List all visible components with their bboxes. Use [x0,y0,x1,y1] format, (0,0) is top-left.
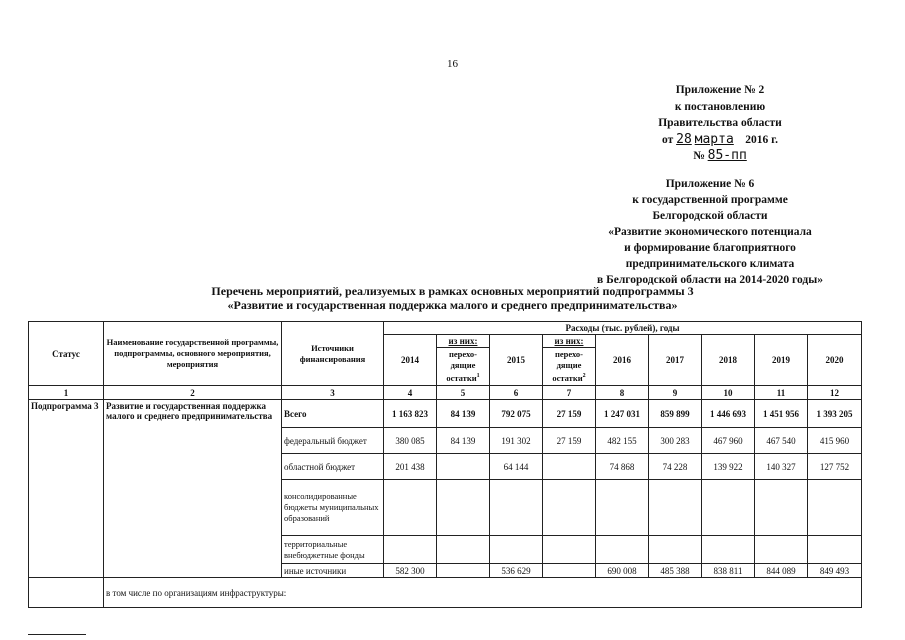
value-cell [490,480,543,536]
source-cell: территориальные внебюджетные фонды [282,536,384,564]
header-2018: 2018 [702,335,755,386]
header-2016: 2016 [596,335,649,386]
value-cell: 690 008 [596,564,649,578]
appendix-6-line: к государственной программе [632,194,788,206]
value-cell [384,536,437,564]
number-value: 85-пп [707,148,747,163]
value-cell: 27 159 [543,428,596,454]
value-cell: 1 163 823 [384,400,437,428]
status-cell: Подпрограмма 3 [29,400,104,578]
date-suffix: 2016 г. [745,133,778,146]
value-cell [808,480,862,536]
header-sources: Источники финансирования [282,322,384,386]
source-cell: консолидированные бюджеты муниципальных образований [282,480,384,536]
value-cell: 64 144 [490,454,543,480]
header-2014: 2014 [384,335,437,386]
value-cell: 84 139 [437,400,490,428]
index-cell: 3 [282,386,384,400]
value-cell [543,480,596,536]
header-carryover-2: перехо-дящие остатки$^2$ [543,348,596,386]
value-cell: 380 085 [384,428,437,454]
value-cell: 74 228 [649,454,702,480]
value-cell: 74 868 [596,454,649,480]
source-cell: Всего [282,400,384,428]
value-cell [543,454,596,480]
header-expenses: Расходы (тыс. рублей), годы [384,322,862,335]
appendix-2-block [600,82,840,165]
index-row [29,386,862,400]
index-cell: 2 [104,386,282,400]
appendix-2-date [600,132,840,149]
header-2017: 2017 [649,335,702,386]
value-cell: 844 089 [755,564,808,578]
header-row-1 [29,322,862,335]
source-cell: федеральный бюджет [282,428,384,454]
value-cell [649,536,702,564]
appendix-6-line: предпринимательского климата [625,258,795,270]
value-cell: 201 438 [384,454,437,480]
index-cell: 4 [384,386,437,400]
value-cell: 1 451 956 [755,400,808,428]
list-title-line2: «Развитие и государственная поддержка малого и среднего предпринимательства» [227,298,678,312]
header-of-them-1: из них: [437,335,490,348]
header-of-them-2: из них: [543,335,596,348]
value-cell [543,564,596,578]
date-month: марта [694,131,734,147]
value-cell: 485 388 [649,564,702,578]
index-cell: 12 [808,386,862,400]
appendix-2-number [600,148,840,165]
index-cell: 1 [29,386,104,400]
value-cell [596,536,649,564]
appendix-2-title: Приложение № 2 [675,84,765,96]
header-2015: 2015 [490,335,543,386]
value-cell [437,536,490,564]
value-cell: 140 327 [755,454,808,480]
index-cell: 8 [596,386,649,400]
value-cell: 838 811 [702,564,755,578]
appendix-6-block [560,176,860,288]
subprogram-name-cell: Развитие и государственная поддержка малого и среднего предпринимательства [104,400,282,578]
index-cell: 10 [702,386,755,400]
value-cell: 792 075 [490,400,543,428]
value-cell [755,536,808,564]
value-cell [649,480,702,536]
appendix-6-line: Белгородской области [652,210,768,222]
footnote-divider [28,634,86,635]
value-cell [808,536,862,564]
index-cell: 6 [490,386,543,400]
expenses-table [28,321,862,608]
value-cell [543,536,596,564]
index-cell: 9 [649,386,702,400]
appendix-2-line2: к постановлению [674,100,766,113]
value-cell: 84 139 [437,428,490,454]
value-cell [384,480,437,536]
value-cell: 859 899 [649,400,702,428]
appendix-6-line: «Развитие экономического потенциала [608,226,812,238]
date-prefix: от [662,133,674,146]
header-carryover-1: перехо-дящие остатки$^1$ [437,348,490,386]
value-cell: 1 247 031 [596,400,649,428]
table-row-total [29,400,862,428]
value-cell [437,564,490,578]
appendix-6-line: и формирование благоприятного [624,242,796,254]
value-cell [490,536,543,564]
header-status: Статус [29,322,104,386]
value-cell: 536 629 [490,564,543,578]
value-cell [437,480,490,536]
value-cell: 467 540 [755,428,808,454]
status-cell-empty [29,578,104,608]
value-cell [596,480,649,536]
page-number: 16 [447,58,458,70]
value-cell: 191 302 [490,428,543,454]
value-cell: 300 283 [649,428,702,454]
value-cell: 849 493 [808,564,862,578]
number-prefix: № [693,150,705,162]
header-2020: 2020 [808,335,862,386]
value-cell [702,536,755,564]
index-cell: 7 [543,386,596,400]
infrastructure-row [29,578,862,608]
value-cell [755,480,808,536]
index-cell: 11 [755,386,808,400]
value-cell: 1 446 693 [702,400,755,428]
list-title [0,284,905,312]
value-cell: 467 960 [702,428,755,454]
header-2019: 2019 [755,335,808,386]
value-cell: 1 393 205 [808,400,862,428]
value-cell [437,454,490,480]
value-cell [702,480,755,536]
appendix-2-line3: Правительства области [658,117,782,129]
value-cell: 582 300 [384,564,437,578]
infrastructure-note: в том числе по организациям инфраструктуры: [104,578,862,608]
source-cell: иные источники [282,564,384,578]
list-title-line1: Перечень мероприятий, реализуемых в рамках основных мероприятий подпрограммы 3 [211,284,694,298]
appendix-6-line: в Белгородской области на 2014-2020 годы» [597,274,823,286]
value-cell: 27 159 [543,400,596,428]
value-cell: 139 922 [702,454,755,480]
source-cell: областной бюджет [282,454,384,480]
appendix-6-line: Приложение № 6 [665,178,755,190]
index-cell: 5 [437,386,490,400]
value-cell: 415 960 [808,428,862,454]
header-name: Наименование государственной программы, подпрограммы, основного мероприятия, мероприятия [104,322,282,386]
date-day: 28 [676,131,692,147]
value-cell: 127 752 [808,454,862,480]
value-cell: 482 155 [596,428,649,454]
